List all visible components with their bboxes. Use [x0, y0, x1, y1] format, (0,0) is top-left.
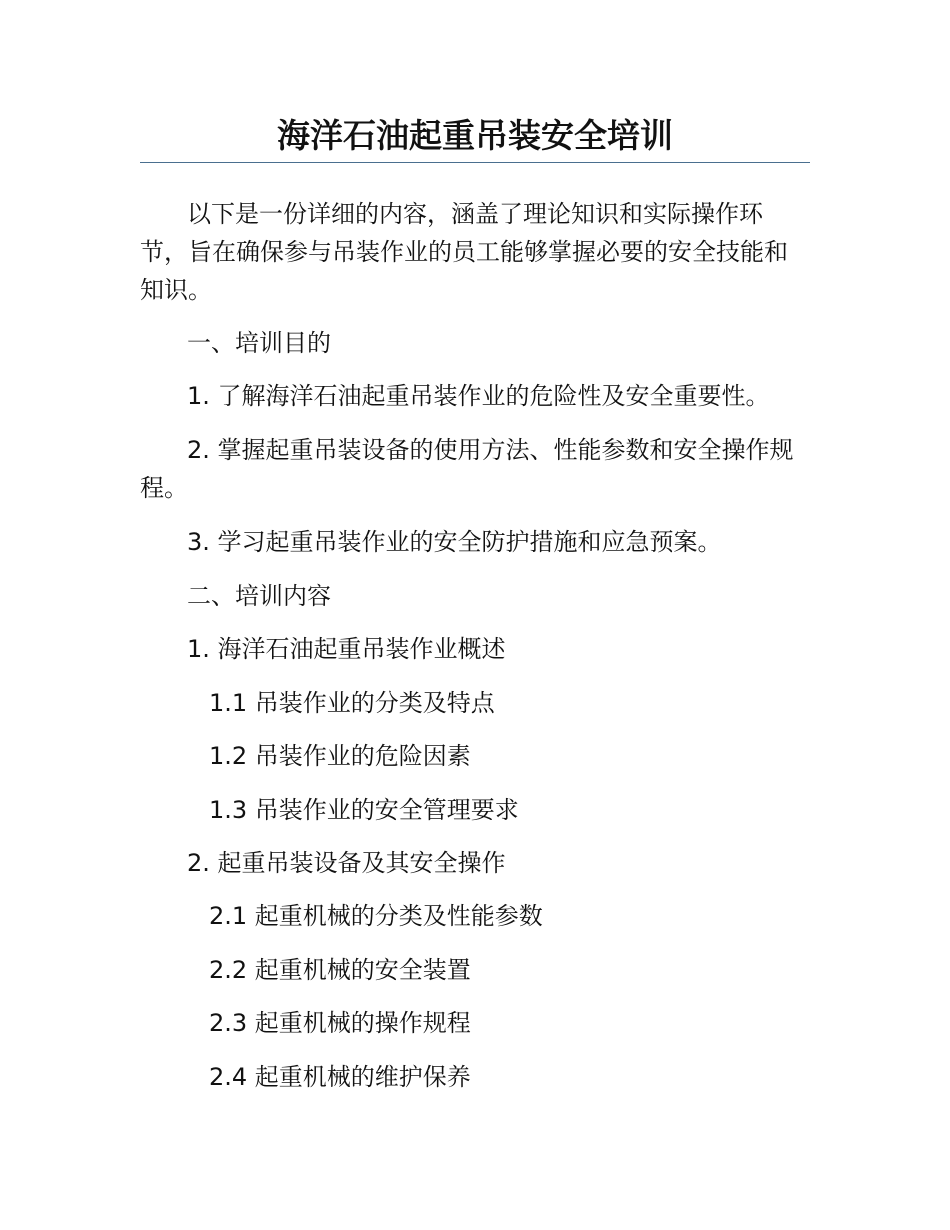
- content-subitem: 2.1 起重机械的分类及性能参数: [209, 902, 543, 930]
- content-subitem: 1.3 吊装作业的安全管理要求: [209, 796, 519, 824]
- objective-item: 2. 掌握起重吊装设备的使用方法、性能参数和安全操作规程。: [140, 436, 794, 502]
- content-subitem: 2.2 起重机械的安全装置: [209, 956, 471, 984]
- document-title: 海洋石油起重吊装安全培训: [277, 116, 673, 155]
- content-subitem: 1.1 吊装作业的分类及特点: [209, 689, 495, 717]
- content-group-label: 2. 起重吊装设备及其安全操作: [187, 849, 506, 877]
- content-subitem: 2.4 起重机械的维护保养: [209, 1063, 471, 1091]
- intro-paragraph: 以下是一份详细的内容，涵盖了理论知识和实际操作环节，旨在确保参与吊装作业的员工能够掌握必要的安全技能和知识。: [140, 200, 788, 304]
- title-underline: [140, 162, 810, 163]
- section-heading-content: 二、培训内容: [187, 582, 331, 610]
- objective-item: 1. 了解海洋石油起重吊装作业的危险性及安全重要性。: [187, 382, 770, 410]
- content-subitem: 1.2 吊装作业的危险因素: [209, 742, 471, 770]
- objective-item: 3. 学习起重吊装作业的安全防护措施和应急预案。: [187, 528, 722, 556]
- section-heading-objectives: 一、培训目的: [187, 329, 331, 357]
- content-group-label: 1. 海洋石油起重吊装作业概述: [187, 635, 506, 663]
- content-subitem: 2.3 起重机械的操作规程: [209, 1009, 471, 1037]
